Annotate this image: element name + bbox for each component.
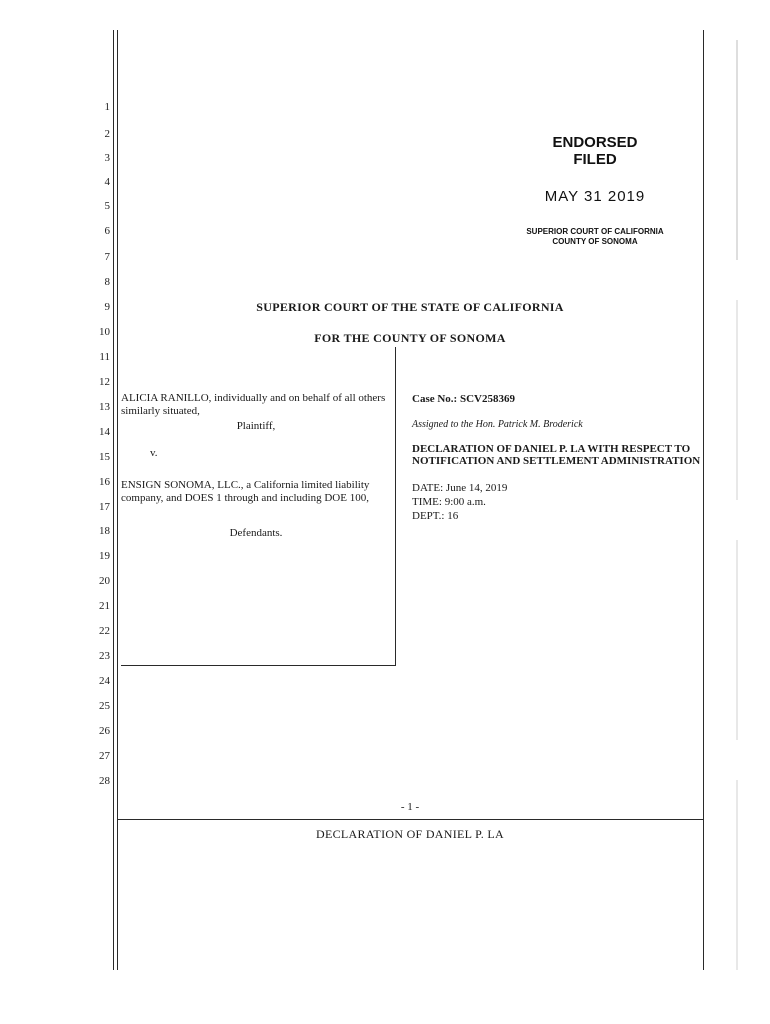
line-number: 12 [99, 376, 110, 388]
scan-artifact [736, 540, 738, 740]
line-number: 7 [104, 251, 110, 263]
left-margin-rule-outer [113, 30, 114, 970]
versus: v. [150, 447, 158, 459]
footer-rule [118, 819, 703, 820]
document-title: DECLARATION OF DANIEL P. LA WITH RESPECT TO NOTIFICATION AND SETTLEMENT ADMINISTRATION [412, 443, 701, 467]
line-number: 3 [104, 152, 110, 164]
hearing-dept: DEPT.: 16 [412, 510, 459, 522]
stamp-filed: FILED [573, 151, 617, 168]
footer-title: DECLARATION OF DANIEL P. LA [316, 827, 504, 841]
line-number: 28 [99, 775, 110, 787]
stamp-court: SUPERIOR COURT OF CALIFORNIA [526, 227, 664, 236]
page-number: - 1 - [400, 801, 420, 813]
line-number: 5 [104, 200, 110, 212]
scan-artifact [736, 300, 738, 500]
defendant-role: Defendants. [229, 527, 283, 539]
scan-artifact [736, 40, 738, 260]
line-number: 26 [99, 725, 110, 737]
line-number: 1 [104, 101, 110, 113]
line-number: 10 [99, 326, 110, 338]
line-number: 24 [99, 675, 110, 687]
case-number: Case No.: SCV258369 [412, 393, 515, 405]
court-title: SUPERIOR COURT OF THE STATE OF CALIFORNIA [256, 300, 564, 314]
caption-bottom-rule [121, 665, 396, 666]
line-number: 4 [104, 176, 110, 188]
plaintiff-role: Plaintiff, [236, 420, 276, 432]
line-number: 23 [99, 650, 110, 662]
line-number: 27 [99, 750, 110, 762]
defendant-name: ENSIGN SONOMA, LLC., a California limited liability company, and DOES 1 through and including DOE 100, [121, 479, 370, 504]
line-number: 14 [99, 426, 110, 438]
left-margin-rule-inner [117, 30, 118, 970]
line-number: 11 [99, 351, 110, 363]
caption-divider [395, 347, 396, 665]
right-margin-rule [703, 30, 704, 970]
line-number: 16 [99, 476, 110, 488]
line-number: 21 [99, 600, 110, 612]
line-number: 18 [99, 525, 110, 537]
hearing-time: TIME: 9:00 a.m. [412, 496, 486, 508]
line-number: 19 [99, 550, 110, 562]
stamp-county: COUNTY OF SONOMA [552, 237, 638, 246]
line-number: 2 [104, 128, 110, 140]
court-county: FOR THE COUNTY OF SONOMA [314, 331, 506, 345]
stamp-endorsed: ENDORSED [552, 134, 638, 151]
line-number: 17 [99, 501, 110, 513]
plaintiff-name: ALICIA RANILLO, individually and on behalf of all others similarly situated, [121, 392, 386, 417]
line-number: 25 [99, 700, 110, 712]
line-number: 15 [99, 451, 110, 463]
scan-artifact [736, 780, 738, 970]
hearing-date: DATE: June 14, 2019 [412, 482, 508, 494]
line-number: 9 [104, 301, 110, 313]
line-number: 20 [99, 575, 110, 587]
line-number: 6 [104, 225, 110, 237]
line-number: 13 [99, 401, 110, 413]
line-number: 22 [99, 625, 110, 637]
line-number: 8 [104, 276, 110, 288]
stamp-date: MAY 31 2019 [544, 188, 646, 205]
assigned-judge: Assigned to the Hon. Patrick M. Broderick [412, 419, 583, 430]
